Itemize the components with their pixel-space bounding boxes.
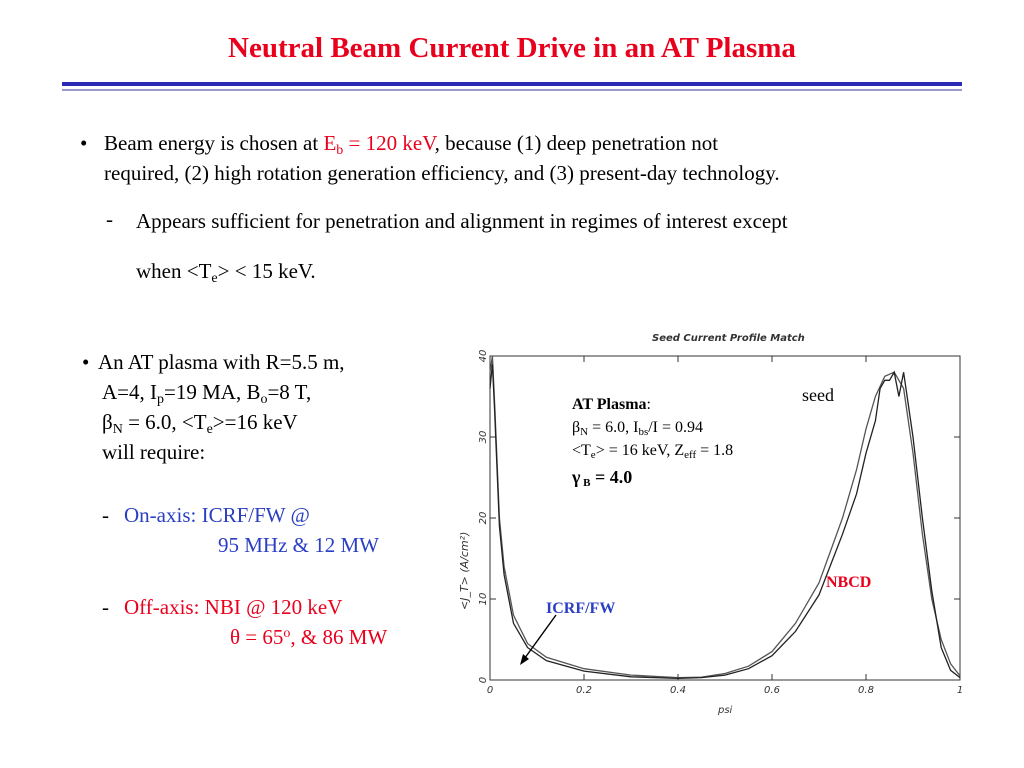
x-tick-label: 0.8 bbox=[858, 685, 874, 696]
plot-y-axis-label: <J_T> (A/cm²) bbox=[458, 531, 471, 610]
icrf-fw-label: ICRF/FW bbox=[546, 600, 616, 617]
sub-bullet-dash: - bbox=[106, 207, 113, 231]
at-plasma-gamma: γ $_B$ = 4.0 bbox=[572, 467, 633, 489]
onaxis-line2: 95 MHz & 12 MW bbox=[218, 533, 379, 557]
plot-frame bbox=[490, 356, 960, 680]
y-tick-label: 30 bbox=[478, 430, 489, 444]
x-tick-label: 1 bbox=[956, 685, 964, 696]
bullet2-line1: An AT plasma with R=5.5 m, bbox=[98, 350, 345, 374]
title-rule-thin bbox=[62, 89, 962, 91]
x-tick-label: 0.4 bbox=[670, 685, 686, 696]
bullet-marker: • bbox=[80, 131, 88, 155]
bullet2-line2: A=4, $I_p=19$ MA, $B_o=8$ T, bbox=[102, 380, 312, 407]
current-profile-chart bbox=[470, 350, 980, 700]
onaxis-dash: - bbox=[102, 503, 109, 527]
bullet1-line1: Beam energy is chosen at $E_b = 120$ keV, because (1) deep penetration not bbox=[104, 131, 719, 158]
x-tick-label: 0.6 bbox=[764, 685, 780, 696]
series-line-0 bbox=[490, 356, 960, 678]
onaxis-line1: On-axis: ICRF/FW @ bbox=[124, 503, 310, 527]
offaxis-dash: - bbox=[102, 595, 109, 619]
bullet2-line4: will require: bbox=[102, 440, 206, 464]
sub-bullet-line2: when $<T_e> < 15$ keV. bbox=[136, 259, 316, 286]
plot-x-axis-label: psi bbox=[718, 705, 733, 716]
title-rule bbox=[62, 82, 962, 86]
y-tick-label: 20 bbox=[478, 511, 489, 525]
seed-curve-label: seed bbox=[802, 385, 834, 405]
y-tick-label: 40 bbox=[478, 350, 489, 363]
bullet2-line3: $\beta_N = 6.0$, $<T_e>=16$ keV bbox=[102, 410, 298, 437]
y-tick-label: 0 bbox=[478, 676, 489, 684]
nbcd-label: NBCD bbox=[826, 574, 872, 591]
plot-title: Seed Current Profile Match bbox=[652, 333, 805, 344]
series-line-1 bbox=[490, 364, 960, 678]
at-plasma-beta: $\beta_N = 6.0$, $I_{bs}/I = 0.94$ bbox=[572, 419, 704, 438]
offaxis-line2: $\theta = 65^o$, & 86 MW bbox=[230, 625, 388, 649]
y-tick-label: 10 bbox=[478, 592, 489, 606]
icrf-arrow-head bbox=[520, 654, 529, 665]
bullet1-line2: required, (2) high rotation generation efficiency, and (3) present-day technology. bbox=[104, 161, 780, 185]
x-tick-label: 0 bbox=[486, 685, 494, 696]
sub-bullet-line1: Appears sufficient for penetration and alignment in regimes of interest except bbox=[136, 209, 788, 233]
at-plasma-box-title: AT Plasma: bbox=[572, 396, 651, 413]
at-plasma-temperature: $<T_e> = 16$ keV, $Z_{eff} = 1.8$ bbox=[572, 442, 734, 461]
x-tick-label: 0.2 bbox=[576, 685, 592, 696]
bullet2-marker: • bbox=[82, 350, 90, 374]
slide-title: Neutral Beam Current Drive in an AT Plasma bbox=[228, 32, 796, 64]
offaxis-line1: Off-axis: NBI @ 120 keV bbox=[124, 595, 343, 619]
